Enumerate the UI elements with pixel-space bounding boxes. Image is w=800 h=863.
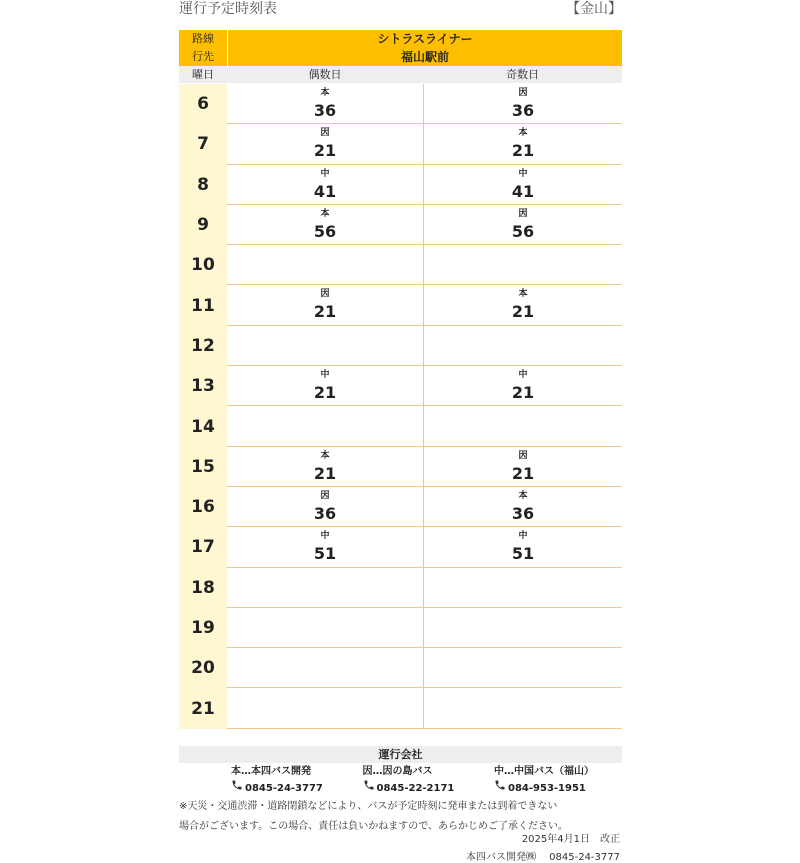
odd-day-cell [424,165,622,205]
operator-code [424,571,622,584]
even-day-header: 偶数日 [308,68,342,81]
issuer-contact: 本四バス開発㈱ 0845-24-3777 [465,852,620,863]
hour-label: 6 [179,84,227,124]
operator-code: 本 [320,208,330,219]
hour-row-9 [179,205,622,245]
odd-day-cell [424,366,622,406]
odd-day-cell [424,285,622,325]
hour-label: 15 [179,447,227,487]
operator-entry [494,763,594,799]
hour-label: 13 [179,366,227,406]
operator-code [424,409,622,422]
hour-row-21 [179,688,622,728]
disclaimer-line-2: 場合がございます。この場合、責任は負いかねますので、あらかじめご了承ください。 [179,821,568,832]
odd-day-cell [424,648,622,688]
disclaimer-notes [179,797,568,837]
operator-code: 本 [518,128,528,139]
departure-minute: 21 [511,141,535,161]
odd-day-cell [424,447,622,487]
departure-minute: 36 [313,101,337,120]
departure-minute: 51 [511,544,535,564]
operator-code: 因 [518,88,528,98]
hour-label: 10 [179,245,227,285]
odd-day-cell [424,124,622,164]
operator-code: 因 [320,128,330,139]
operators-list [179,763,622,799]
revision-date: 2025年4月1日 改正 [521,834,620,845]
operator-code: 因 [518,208,528,219]
hour-label: 14 [179,406,227,446]
operator-code: 因 [320,490,330,501]
even-day-cell [227,245,424,285]
odd-day-cell [424,205,622,245]
operator-code: 因 [320,289,330,300]
operator-code [424,691,622,704]
operator-code: 中 [320,531,330,542]
disclaimer-line-1: ※天災・交通渋滞・道路閉鎖などにより、バスが予定時刻に発車または到着できない [179,801,558,812]
even-day-cell [227,205,424,245]
operator-code [227,571,423,584]
operator-name: 中…中国バス（福山） [494,766,594,777]
even-day-cell [227,406,424,446]
hour-row-11 [179,285,622,325]
operator-phone [494,779,594,799]
operator-code [424,329,622,342]
hour-label: 12 [179,326,227,366]
odd-day-cell [424,527,622,567]
odd-day-header: 奇数日 [506,68,539,81]
operator-code: 本 [320,88,330,98]
hour-label: 9 [179,205,227,245]
even-day-cell [227,608,424,648]
even-day-cell [227,165,424,205]
departure-minute: 36 [511,503,535,523]
operator-phone [231,779,323,799]
operator-code: 本 [518,490,528,501]
hour-row-16 [179,487,622,527]
operator-code [227,611,423,624]
operators-section [179,746,622,799]
even-day-cell [227,487,424,527]
departure-minute: 21 [313,463,337,483]
operator-code: 因 [518,450,528,461]
odd-day-cell [424,326,622,366]
hour-row-8 [179,165,622,205]
operator-code [227,691,423,704]
operator-code: 中 [518,168,528,179]
hour-label: 17 [179,527,227,567]
operators-title: 運行会社 [179,746,622,763]
operator-code: 本 [320,450,330,461]
hour-row-14 [179,406,622,446]
destination-name: 福山駅前 [400,50,449,64]
departure-minute: 21 [511,383,535,403]
operator-code [424,651,622,664]
odd-day-cell [424,608,622,648]
departure-minute: 21 [313,383,337,403]
hour-label: 20 [179,648,227,688]
hour-row-17 [179,527,622,567]
operator-code: 本 [518,289,528,300]
stop-name: 【金山】 [566,1,622,17]
destination-row [179,48,622,66]
hour-label: 21 [179,688,227,728]
departure-minute: 36 [313,503,337,523]
phone-number: 0845-24-3777 [245,783,323,794]
operator-phone [363,779,455,799]
hour-row-10 [179,245,622,285]
operator-code [227,248,423,261]
hour-label: 16 [179,487,227,527]
hour-row-19 [179,608,622,648]
even-day-cell [227,84,424,124]
odd-day-cell [424,84,622,124]
operator-code: 中 [518,531,528,542]
departure-minute: 41 [511,181,535,201]
hour-label: 8 [179,165,227,205]
hour-row-7 [179,124,622,164]
hour-label: 7 [179,124,227,164]
odd-day-cell [424,487,622,527]
destination-label: 行先 [179,48,228,66]
departure-minute: 51 [313,544,337,564]
even-day-cell [227,447,424,487]
even-day-cell [227,366,424,406]
day-header-row [179,66,622,83]
operator-code: 中 [518,370,528,381]
route-row [179,30,622,49]
odd-day-cell [424,406,622,446]
even-day-cell [227,326,424,366]
phone-number: 084-953-1951 [508,783,586,794]
hour-label: 18 [179,568,227,608]
operator-code: 中 [320,168,330,179]
hour-row-15 [179,447,622,487]
document-title: 運行予定時刻表 [179,1,277,17]
departure-minute: 21 [313,141,337,161]
departure-minute: 41 [313,181,337,201]
operator-code [227,651,423,664]
even-day-cell [227,285,424,325]
departure-minute: 21 [511,302,535,322]
operator-entry [363,763,455,799]
hour-row-20 [179,648,622,688]
timetable-grid [179,84,622,729]
departure-minute: 56 [511,221,535,241]
departure-minute: 36 [511,101,535,120]
odd-day-cell [424,568,622,608]
operator-code [227,409,423,422]
operator-name: 因…因の島バス [362,766,433,777]
even-day-cell [227,124,424,164]
phone-number: 0845-22-2171 [376,783,455,794]
operator-code [424,611,622,624]
odd-day-cell [424,688,622,728]
hour-label: 11 [179,285,227,325]
departure-minute: 21 [511,463,535,483]
operator-entry [231,763,323,799]
departure-minute: 21 [313,302,337,322]
operator-code [227,329,423,342]
even-day-cell [227,568,424,608]
hour-row-18 [179,568,622,608]
even-day-cell [227,648,424,688]
operator-code: 中 [320,370,330,381]
route-name: シトラスライナー [377,32,473,46]
even-day-cell [227,688,424,728]
departure-minute: 56 [313,221,337,241]
operator-name: 本…本四バス開発 [231,766,311,777]
hour-label: 19 [179,608,227,648]
day-label: 曜日 [192,68,214,81]
hour-row-6 [179,84,622,124]
operator-code [424,248,622,261]
even-day-cell [227,527,424,567]
hour-row-12 [179,326,622,366]
odd-day-cell [424,245,622,285]
route-label: 路線 [179,30,228,48]
hour-row-13 [179,366,622,406]
